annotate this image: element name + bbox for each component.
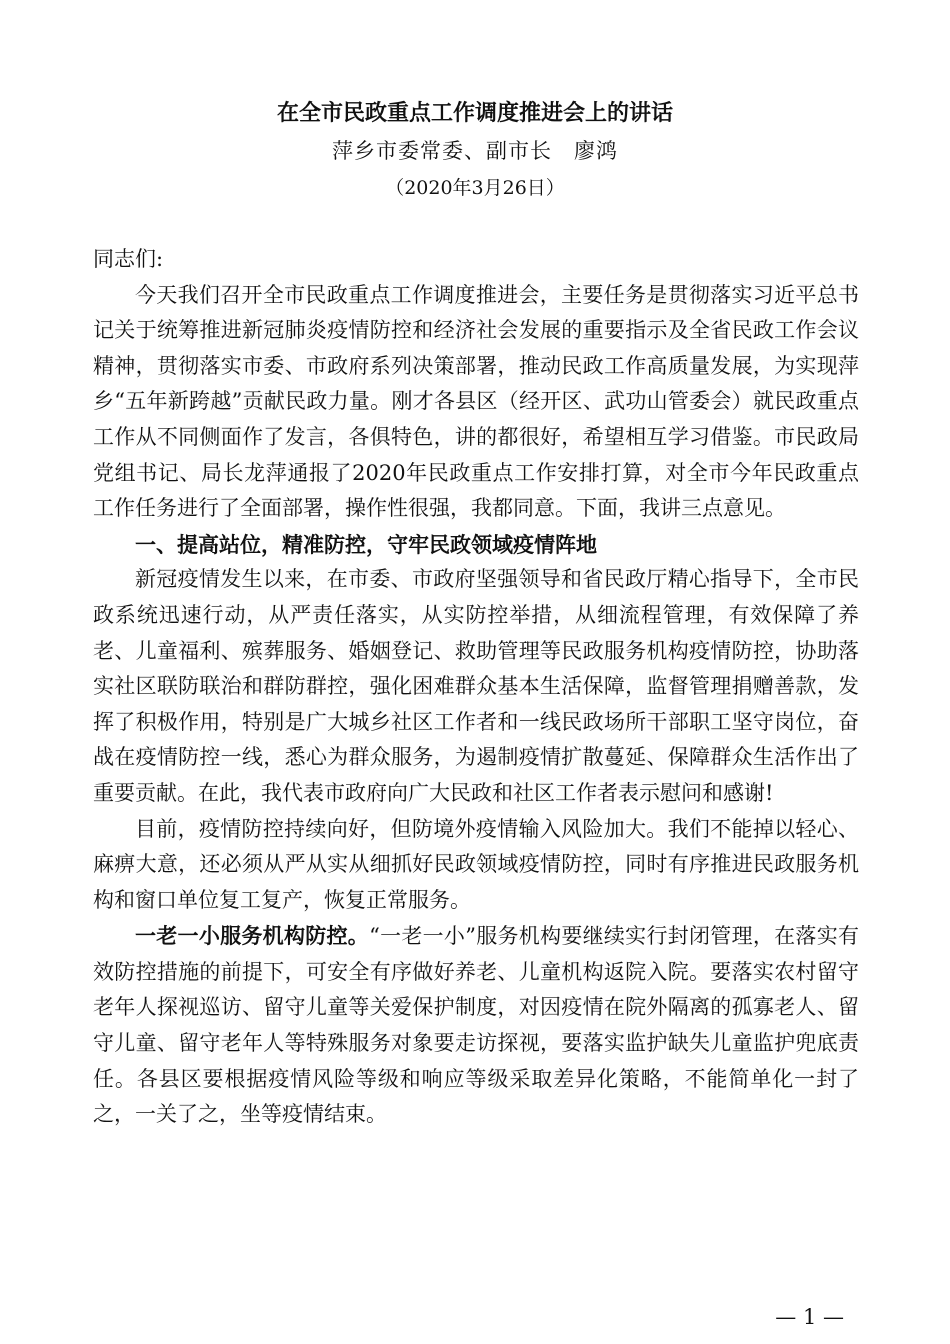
paragraph-pandemic: 新冠疫情发生以来，在市委、市政府坚强领导和省民政厅精心指导下，全市民政系统迅速行动，从严责任落实，从实防控举措，从细流程管理，有效保障了养老、儿童福利、殡葬服务、婚姻登记、救助管理等民政服务机构疫情防控，协助落实社区联防联治和群防群控，强化困难群众基本生活保障，监督管理捐赠善款，发挥了积极作用，特别是广大城乡社区工作者和一线民政场所干部职工坚守岗位，奋战在疫情防控一线，悉心为群众服务，为遏制疫情扩散蔓延、保障群众生活作出了重要贡献。在此，我代表市政府向广大民政和社区工作者表示慰问和感谢! <box>93 567 859 805</box>
section-heading: 一、提高站位，精准防控，守牢民政领域疫情阵地 <box>135 531 597 557</box>
document-date: （2020年3月26日） <box>385 177 565 199</box>
document-title: 在全市民政重点工作调度推进会上的讲话 <box>276 100 673 126</box>
document-author: 萍乡市委常委、副市长 廖鸿 <box>332 139 618 163</box>
paragraph-elderly-children-text: “一老一小”服务机构要继续实行封闭管理，在落实有效防控措施的前提下，可安全有序做好养老、儿童机构返院入院。要落实农村留守老年人探视巡访、留守儿童等关爱保护制度，对因疫情在院外隔离的孤寡老人、留守儿童、留守老年人等特殊服务对象要走访探视，要落实监护缺失儿童监护兜底责任。各县区要根据疫情风险等级和响应等级采取差异化策略，不能简单化一封了之，一关了之，坐等疫情结束。 <box>93 924 859 1127</box>
paragraph-current: 目前，疫情防控持续向好，但防境外疫情输入风险加大。我们不能掉以轻心、麻痹大意，还必须从严从实从细抓好民政领域疫情防控，同时有序推进民政服务机构和窗口单位复工复产，恢复正常服务。 <box>93 816 859 912</box>
lead-phrase: 一老一小服务机构防控。 <box>135 923 370 949</box>
paragraph-intro: 今天我们召开全市民政重点工作调度推进会，主要任务是贯彻落实习近平总书记关于统筹推进新冠肺炎疫情防控和经济社会发展的重要指示及全省民政工作会议精神，贯彻落实市委、市政府系列决策部署，推动民政工作高质量发展，为实现萍乡“五年新跨越”贡献民政力量。刚才各县区（经开区、武功山管委会）就民政重点工作从不同侧面作了发言，各俱特色，讲的都很好，希望相互学习借鉴。市民政局党组书记、局长龙萍通报了2020年民政重点工作安排打算，对全市今年民政重点工作任务进行了全面部署，操作性很强，我都同意。下面，我讲三点意见。 <box>93 282 859 521</box>
document-body <box>93 242 859 1133</box>
salutation: 同志们: <box>93 247 164 271</box>
paragraph-elderly-children <box>93 918 859 1133</box>
page-number: — 1 — <box>775 1305 844 1329</box>
